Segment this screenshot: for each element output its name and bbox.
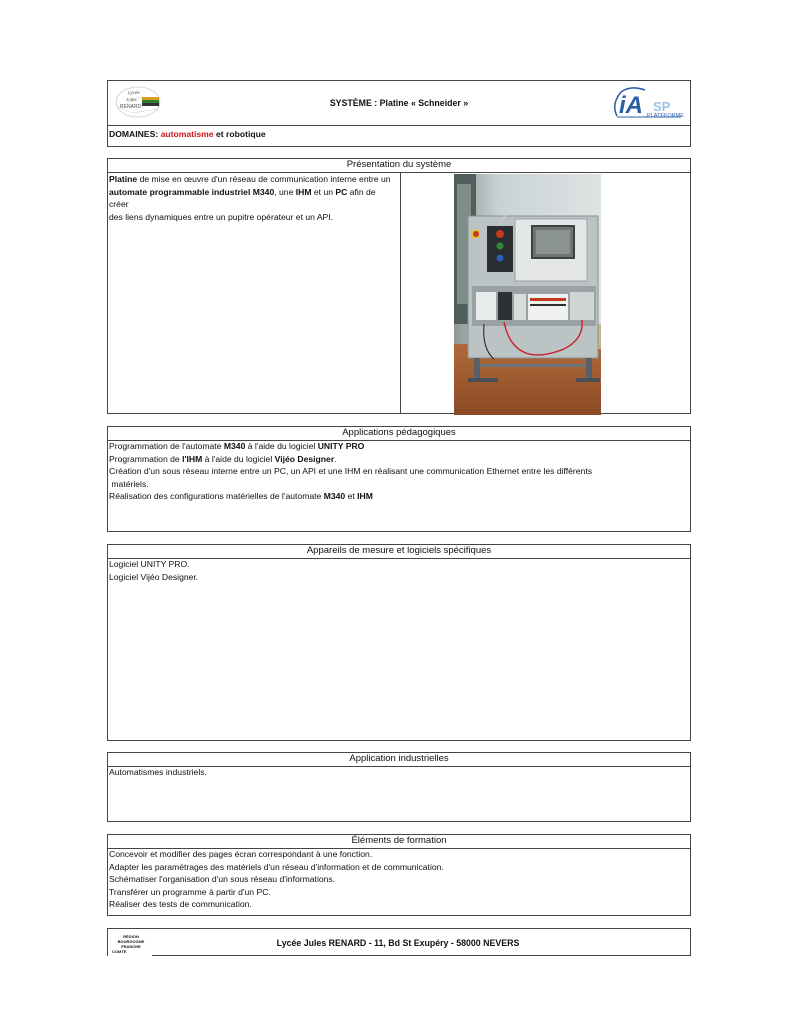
lycee-logo: [112, 85, 164, 117]
applications-line-1: [109, 440, 687, 453]
appareils-section: [107, 544, 691, 741]
app-l5-a: Réalisation des configurations matérielles de l'automate: [109, 491, 324, 502]
presentation-column-divider: [400, 172, 401, 413]
applications-line-5: [109, 490, 687, 503]
iasp-logo-subtext: PLATEFORME: [647, 113, 684, 119]
formation-line: Schématiser l'organisation d'un sous réseau d'informations.: [109, 874, 336, 885]
region-logo-line-3: FRANCHE: [121, 944, 141, 949]
app-l2-e: .: [334, 453, 337, 464]
applications-line-3: Création d'un sous réseau interne entre un PC, un API et une IHM en réalisant une communication Ethernet entre les différents: [109, 466, 593, 477]
applications-line-4: matériels.: [109, 478, 149, 489]
formation-line: Concevoir et modifier des pages écran correspondant à une fonction.: [109, 849, 373, 859]
domaines-line: [109, 129, 266, 139]
app-l2-c: à l'aide du logiciel: [202, 453, 275, 464]
presentation-bold-ihm: IHM: [295, 186, 312, 197]
presentation-heading: Présentation du système: [108, 159, 690, 173]
presentation-text: [108, 173, 398, 223]
applications-heading: Applications pédagogiques: [108, 427, 690, 441]
footer-bottom-border: [152, 955, 690, 956]
domaines-highlight: automatisme: [160, 129, 214, 139]
appareils-line: Logiciel UNITY PRO.: [109, 559, 190, 569]
presentation-section: [107, 158, 691, 414]
app-l2-a: Programmation de: [109, 453, 183, 464]
app-l2-b: l'IHM: [182, 453, 203, 464]
applications-line-2: [109, 453, 687, 466]
region-logo-line-2: BOURGOGNE: [117, 939, 145, 944]
domaines-label: DOMAINES:: [109, 129, 159, 139]
industrielles-heading: Application industrielles: [108, 753, 690, 767]
app-l1-d: UNITY PRO: [317, 441, 365, 451]
app-l5-d: IHM: [357, 491, 373, 502]
presentation-bold-platine: Platine: [109, 174, 138, 184]
app-l2-d: Vijéo Designer: [274, 453, 335, 464]
iasp-logo: [611, 86, 685, 122]
industrielles-line: Automatismes industriels.: [109, 767, 207, 777]
presentation-bold-pc: PC: [335, 186, 348, 197]
formation-line: Adapter les paramétrages des matériels d'un réseau d'information et de communication.: [109, 861, 444, 872]
industrielles-text: [108, 766, 688, 779]
appareils-line: Logiciel Vijéo Designer.: [109, 571, 199, 582]
industrielles-section: [107, 752, 691, 822]
domaines-rest: et robotique: [215, 129, 266, 139]
applications-text: [108, 440, 688, 503]
appareils-text: [108, 558, 688, 583]
formation-line: Réaliser des tests de communication.: [109, 899, 252, 910]
svg-text:iA: iA: [619, 92, 643, 119]
presentation-bold-automate: automate programmable industriel M340: [109, 186, 275, 197]
presentation-text-2: , une: [274, 186, 296, 197]
presentation-text-3: et un: [311, 186, 336, 197]
region-logo: [112, 934, 150, 958]
footer-box: [107, 928, 691, 956]
applications-section: [107, 426, 691, 532]
lycee-logo-line-2: Jules: [126, 97, 137, 102]
formation-text: [108, 848, 688, 911]
presentation-text-4: afin de créer: [109, 186, 376, 210]
app-l1-c: à l'aide du logiciel: [245, 441, 318, 451]
app-l1-a: Programmation de l'automate: [109, 441, 224, 451]
svg-text:SP: SP: [653, 99, 671, 114]
presentation-text-1: de mise en œuvre d'un réseau de communication interne entre un: [137, 174, 391, 184]
presentation-line-3: des liens dynamiques entre un pupitre opérateur et un API.: [109, 211, 334, 222]
formation-heading: Éléments de formation: [108, 835, 690, 849]
lycee-logo-line-3: RENARD: [120, 104, 142, 110]
lycee-logo-line-1: Lycée: [128, 90, 140, 95]
header-row-divider: [108, 125, 690, 126]
app-l1-b: M340: [223, 441, 246, 451]
appareils-heading: Appareils de mesure et logiciels spécifiques: [108, 545, 690, 559]
region-logo-line-4: COMTE: [112, 949, 127, 954]
system-photo: [454, 174, 601, 415]
formation-section: [107, 834, 691, 916]
app-l5-c: et: [345, 491, 358, 502]
system-title: SYSTÈME : Platine « Schneider »: [329, 98, 469, 108]
header-box: [107, 80, 691, 147]
footer-address: Lycée Jules RENARD - 11, Bd St Exupéry - 58000 NEVERS: [276, 938, 520, 948]
presentation-line-2: [109, 186, 397, 211]
formation-line: Transférer un programme à partir d'un PC.: [109, 886, 271, 897]
presentation-line-1: [109, 173, 397, 186]
region-logo-line-1: RÉGION: [123, 934, 139, 939]
app-l5-b: M340: [323, 491, 346, 502]
